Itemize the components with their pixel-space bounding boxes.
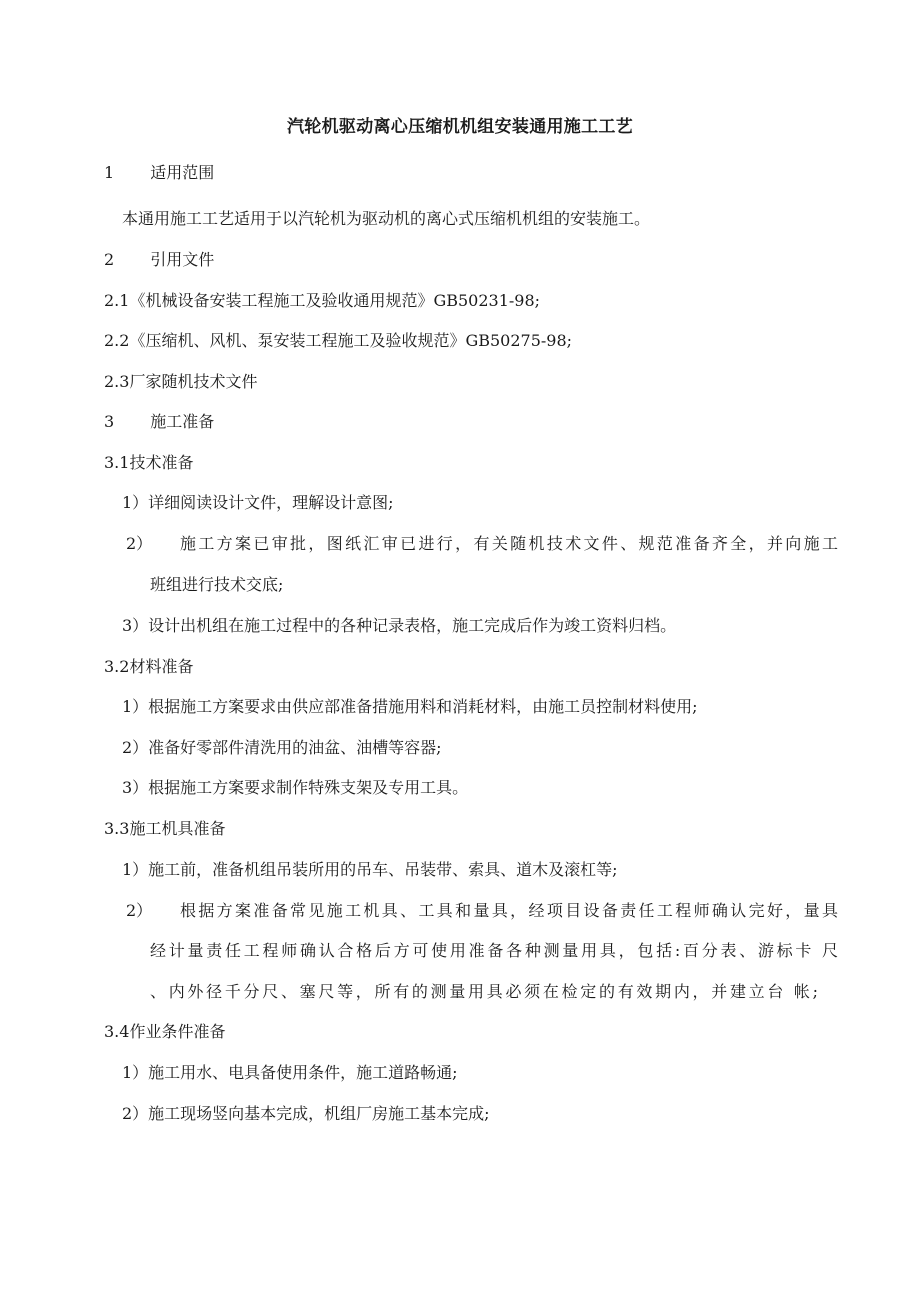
list-item: 根据方案准备常见施工机具、工具和量具，经项目设备责任工程师确认完好，量具 — [180, 901, 838, 920]
list-item: 3）根据施工方案要求制作特殊支架及专用工具。 — [122, 778, 469, 797]
list-item: 1）施工用水、电具备使用条件，施工道路畅通; — [122, 1063, 458, 1082]
list-item-continuation: 经计量责任工程师确认合格后方可使用准备各种测量用具，包括:百分表、游标卡 尺 — [150, 941, 838, 960]
section-2-heading — [104, 249, 214, 271]
section-1-body: 本通用施工工艺适用于以汽轮机为驱动机的离心式压缩机机组的安装施工。 — [122, 209, 651, 228]
list-item: 1）详细阅读设计文件，理解设计意图; — [122, 493, 394, 512]
subsection-3-2-heading: 3.2材料准备 — [104, 657, 194, 676]
subsection-3-1-heading: 3.1技术准备 — [104, 453, 194, 472]
reference-2-2: 2.2《压缩机、风机、泵安装工程施工及验收规范》GB50275-98; — [104, 331, 573, 350]
list-item: 3）设计出机组在施工过程中的各种记录表格，施工完成后作为竣工资料归档。 — [122, 616, 677, 635]
section-title: 施工准备 — [150, 412, 215, 431]
list-item: 施工方案已审批，图纸汇审已进行，有关随机技术文件、规范准备齐全，并向施工 — [180, 534, 838, 553]
reference-2-1: 2.1《机械设备安装工程施工及验收通用规范》GB50231-98; — [104, 291, 541, 310]
document-title: 汽轮机驱动离心压缩机机组安装通用施工工艺 — [287, 117, 633, 137]
list-item-number: 2） — [126, 901, 153, 920]
list-item-continuation: 、内外径千分尺、塞尺等，所有的测量用具必须在检定的有效期内，并建立台 帐; — [150, 982, 818, 1001]
list-item: 2）施工现场竖向基本完成，机组厂房施工基本完成; — [122, 1104, 490, 1123]
list-item-number: 2） — [126, 534, 153, 553]
list-item: 1）施工前，准备机组吊装所用的吊车、吊装带、索具、道木及滚杠等; — [122, 860, 618, 879]
list-item: 2）准备好零部件清洗用的油盆、油槽等容器; — [122, 738, 442, 757]
subsection-3-4-heading: 3.4作业条件准备 — [104, 1022, 226, 1041]
section-1-heading — [104, 162, 214, 184]
section-3-heading — [104, 411, 214, 433]
reference-2-3: 2.3厂家随机技术文件 — [104, 372, 258, 391]
subsection-3-3-heading: 3.3施工机具准备 — [104, 819, 226, 838]
section-number: 2 — [104, 250, 115, 269]
section-title: 引用文件 — [150, 250, 215, 269]
list-item-continuation: 班组进行技术交底; — [150, 575, 284, 594]
section-title: 适用范围 — [150, 163, 215, 182]
section-number: 3 — [104, 412, 115, 431]
list-item: 1）根据施工方案要求由供应部准备措施用料和消耗材料，由施工员控制材料使用; — [122, 697, 698, 716]
section-number: 1 — [104, 163, 115, 182]
